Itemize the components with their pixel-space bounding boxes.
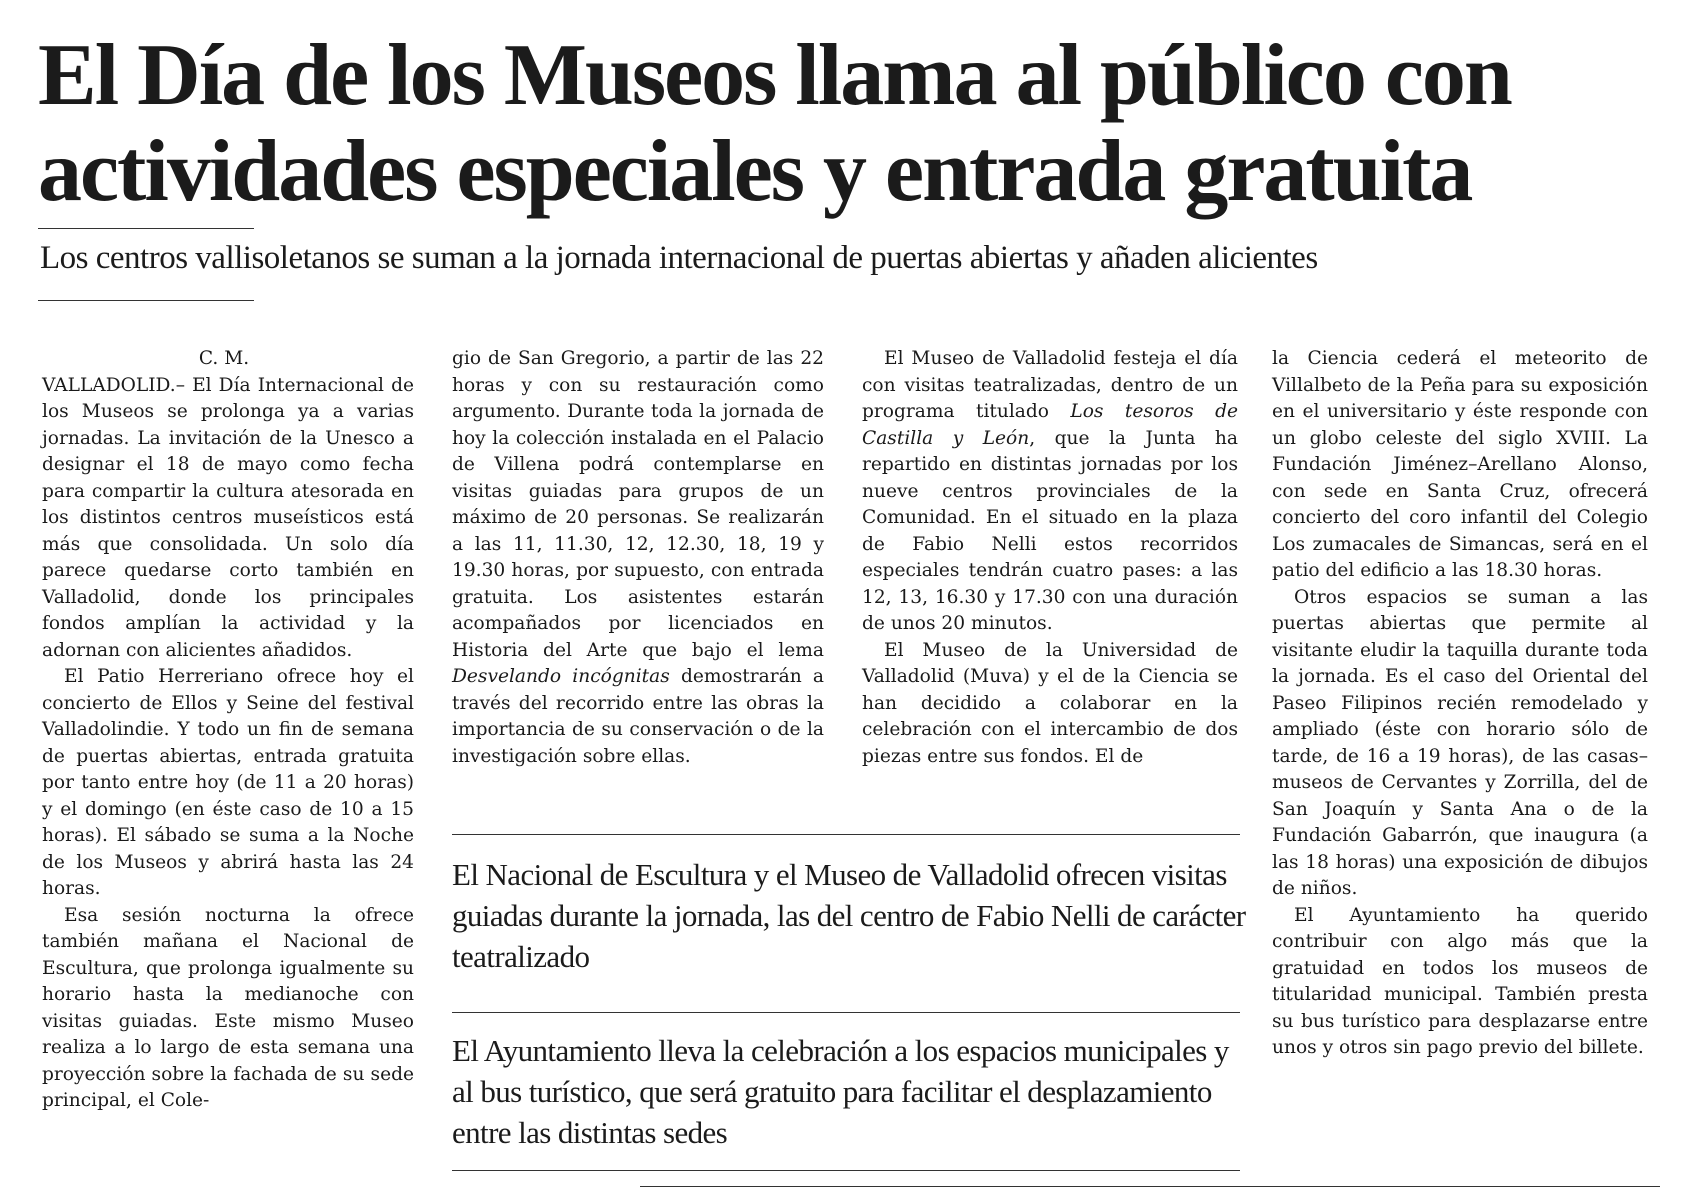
col3-paragraph-2: El Museo de la Universidad de Valladolid (Muva) y el de la Ciencia se han decidido a colaborar en la celebración con el intercambio de dos piezas entre sus fondos. El de (862, 639, 1238, 767)
column-2 (452, 346, 824, 770)
pullquote-1: El Nacional de Escultura y el Museo de Valladolid ofrecen visitas guiadas durante la jornada, las del centro de Fabio Nelli de carácter teatralizado (452, 857, 1246, 974)
col2-text-b: demostrarán a través del recorrido entre las obras la importancia de su conservación o de la investigación sobre ellas. (452, 666, 824, 767)
page-bottom-rule (640, 1186, 1660, 1187)
col3-text-a: El Museo de Valladolid festeja el día con visitas teatralizadas, dentro de un programa titulado (862, 348, 1238, 422)
subheadline: Los centros vallisoletanos se suman a la jornada internacional de puertas abiertas y añaden alicientes (40, 240, 1318, 276)
subhead-rule-top (38, 228, 254, 229)
column-1 (42, 346, 414, 1115)
byline: C. M. (198, 348, 250, 369)
col1-paragraph-3: Esa sesión nocturna la ofrece también mañana el Nacional de Escultura, que prolonga igualmente su horario hasta la medianoche con visitas guiadas. Este mismo Museo realiza a lo largo de esta semana una proyección sobre la fachada de su sede principal, el Cole- (42, 904, 414, 1111)
col1-paragraph-2: El Patio Herreriano ofrece hoy el concierto de Ellos y Seine del festival Valladolindie. Y todo un fin de semana de puertas abiertas, entrada gratuita por tanto entre hoy (de 11 a 20 horas) y el domingo (en éste caso de 10 a 15 horas). El sábado se suma a la Noche de los Museos y abrirá hasta las 24 horas. (42, 666, 414, 899)
pullquote-bottom-rule (452, 1170, 1240, 1171)
dateline: VALLADOLID.– (42, 374, 186, 396)
col2-paragraph-1 (452, 346, 824, 770)
col3-text-b: , que la Junta ha repartido en distintas jornadas por los nueve centros provinciales de la Comunidad. En el situado en la plaza de Fabio Nelli estos recorridos especiales tendrán cuatro pases: a las 12, 13, 16.30 y 17.30 con una duración de unos 20 minutos. (862, 427, 1238, 634)
col4-paragraph-3: El Ayuntamiento ha querido contribuir con algo más que la gratuidad en todos los museos de titularidad municipal. También presta su bus turístico para desplazarse entre unos y otros sin pago previo del billete. (1272, 904, 1648, 1058)
col2-italic-title: Desvelando incógnitas (452, 666, 670, 687)
col2-text-a: gio de San Gregorio, a partir de las 22 horas y con su restauración como argumento. Durante toda la jornada de hoy la colección instalada en el Palacio de Villena podrá contemplarse en visitas guiadas para grupos de un máximo de 20 personas. Se realizarán a las 11, 11.30, 12, 12.30, 18, 19 y 19.30 horas, por supuesto, con entrada gratuita. Los asistentes estarán acompañados por licenciados en Historia del Arte que bajo el lema (452, 348, 824, 661)
col3-italic-title: Los tesoros de Castilla y León (862, 401, 1238, 449)
column-3 (862, 346, 1238, 770)
headline: El Día de los Museos llama al público con actividades especiales y entrada gratuita (38, 27, 1511, 220)
col4-paragraph-2: Otros espacios se suman a las puertas abiertas que permite al visitante eludir la taquilla durante toda la jornada. Es el caso del Oriental del Paseo Filipinos recién remodelado y ampliado (éste con horario sólo de tarde, de 16 a 19 horas), de las casas–museos de Cervantes y Zorrilla, del de San Joaquín y Santa Ana o de la Fundación Gabarrón, que inaugura (a las 18 horas) una exposición de dibujos de niños. (1272, 586, 1648, 899)
pullquote-2: El Ayuntamiento lleva la celebración a los espacios municipales y al bus turístico, que será gratuito para facilitar el desplazamiento entre las distintas sedes (452, 1033, 1229, 1150)
col1-paragraph-1 (42, 373, 414, 665)
col3-paragraph-1 (862, 346, 1238, 638)
column-4 (1272, 346, 1648, 1062)
col1-paragraph-1-text: El Día Internacional de los Museos se prolonga ya a varias jornadas. La invitación de la Unesco a designar el 18 de mayo como fecha para compartir la cultura atesorada en los distintos centros museísticos está más que consolidada. Un solo día parece quedarse corto también en Valladolid, donde los principales fondos amplían la actividad y la adornan con alicientes añadidos. (42, 374, 414, 661)
pullquote-2-rule (452, 1012, 1240, 1013)
col4-paragraph-1: la Ciencia cederá el meteorito de Villalbeto de la Peña para su exposición en el universitario y éste responde con un globo celeste del siglo XVIII. La Fundación Jiménez–Arellano Alonso, con sede en Santa Cruz, ofrecerá concierto del coro infantil del Colegio Los zumacales de Simancas, será en el patio del edificio a las 18.30 horas. (1272, 348, 1648, 581)
subhead-rule-bottom (38, 300, 254, 301)
pullquote-1-rule (452, 834, 1240, 835)
